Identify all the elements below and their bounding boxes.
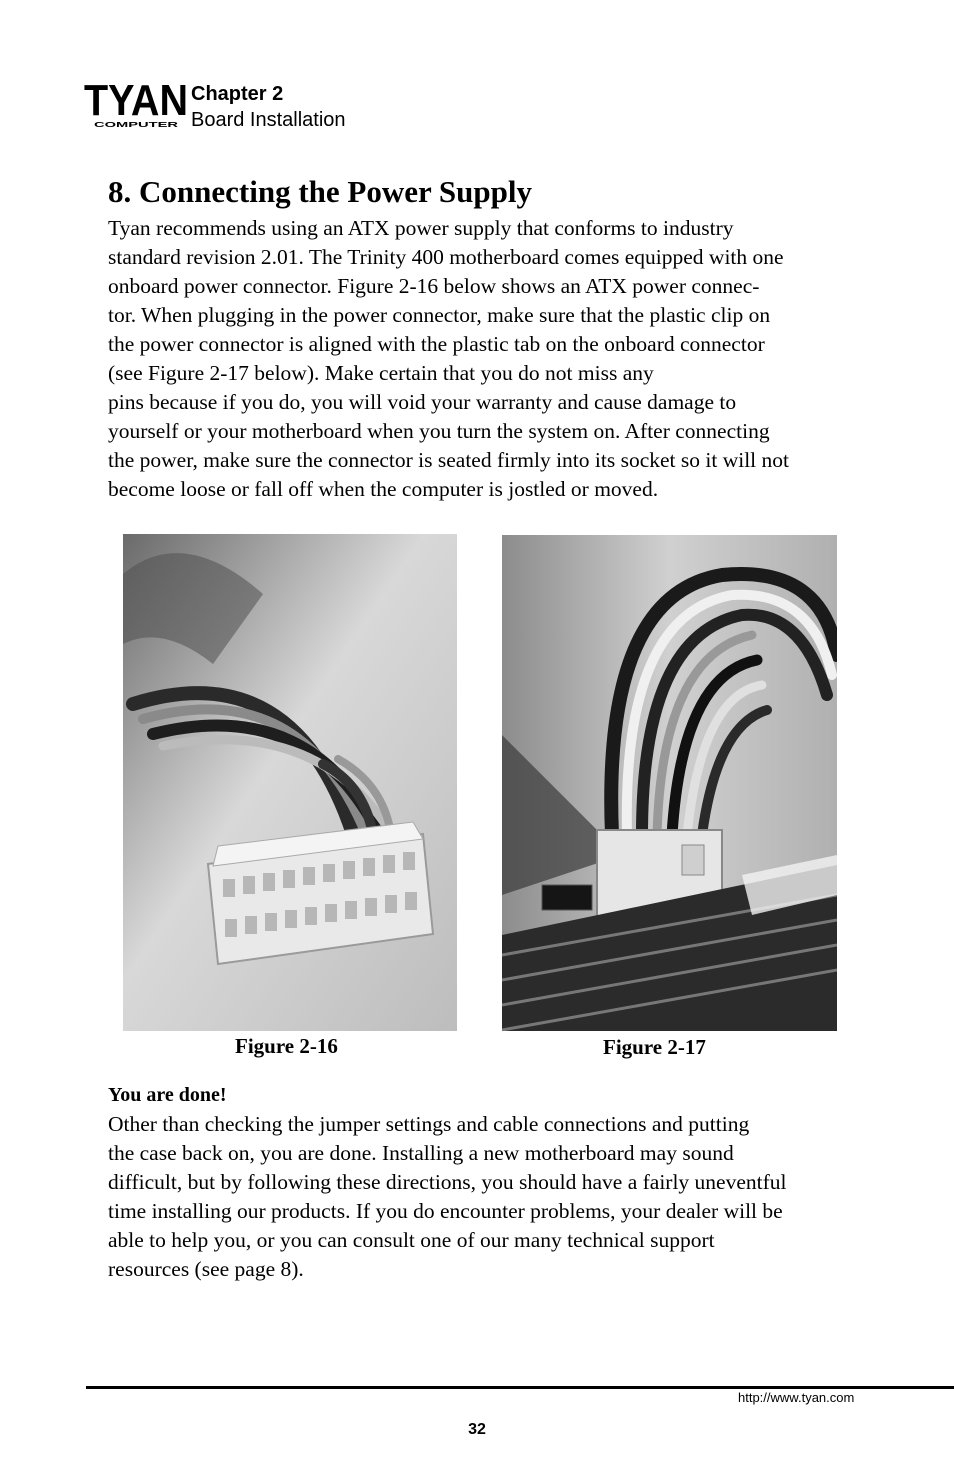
paragraph-line: tor. When plugging in the power connector, make sure that the plastic clip on [108,303,771,327]
paragraph-line: able to help you, or you can consult one of our many technical support [108,1228,715,1252]
done-paragraph [108,1110,878,1284]
chapter-subtitle: Board Installation [191,109,346,131]
paragraph-line: Tyan recommends using an ATX power supply that conforms to industry [108,216,734,240]
paragraph-line: Other than checking the jumper settings and cable connections and putting [108,1112,750,1136]
paragraph-line: onboard power connector. Figure 2-16 below shows an ATX power connec- [108,274,760,298]
footer-rule [86,1386,954,1389]
footer-url: http://www.tyan.com [738,1390,855,1405]
figure-2-17-caption: Figure 2-17 [603,1035,706,1059]
figure-2-17-photo [502,535,837,1031]
power-connector-illustration [123,534,457,1031]
paragraph-line: yourself or your motherboard when you turn the system on. After connecting [108,419,770,443]
figure-2-16-photo [123,534,457,1031]
tyan-logo [84,80,188,130]
logo-wordmark: TYAN [84,80,188,125]
done-heading: You are done! [108,1084,227,1106]
connector-on-board-illustration [502,535,837,1031]
paragraph-line: the case back on, you are done. Installing a new motherboard may sound [108,1141,734,1165]
chapter-label: Chapter 2 [191,83,284,105]
paragraph-line: standard revision 2.01. The Trinity 400 motherboard comes equipped with one [108,245,784,269]
figure-2-16-caption: Figure 2-16 [235,1034,338,1058]
paragraph-line: the power, make sure the connector is seated firmly into its socket so it will not [108,448,790,472]
intro-paragraph [108,214,878,504]
logo-subtext: COMPUTER [94,122,178,129]
paragraph-line: become loose or fall off when the computer is jostled or moved. [108,477,659,501]
paragraph-line: time installing our products. If you do encounter problems, your dealer will be [108,1199,783,1223]
paragraph-line: (see Figure 2-17 below). Make certain that you do not miss any [108,361,654,385]
paragraph-line: the power connector is aligned with the plastic tab on the onboard connector [108,332,765,356]
section-title: 8. Connecting the Power Supply [108,174,532,209]
paragraph-line: pins because if you do, you will void your warranty and cause damage to [108,390,737,414]
paragraph-line: resources (see page 8). [108,1257,304,1281]
paragraph-line: difficult, but by following these directions, you should have a fairly uneventful [108,1170,787,1194]
page-number: 32 [468,1421,486,1438]
